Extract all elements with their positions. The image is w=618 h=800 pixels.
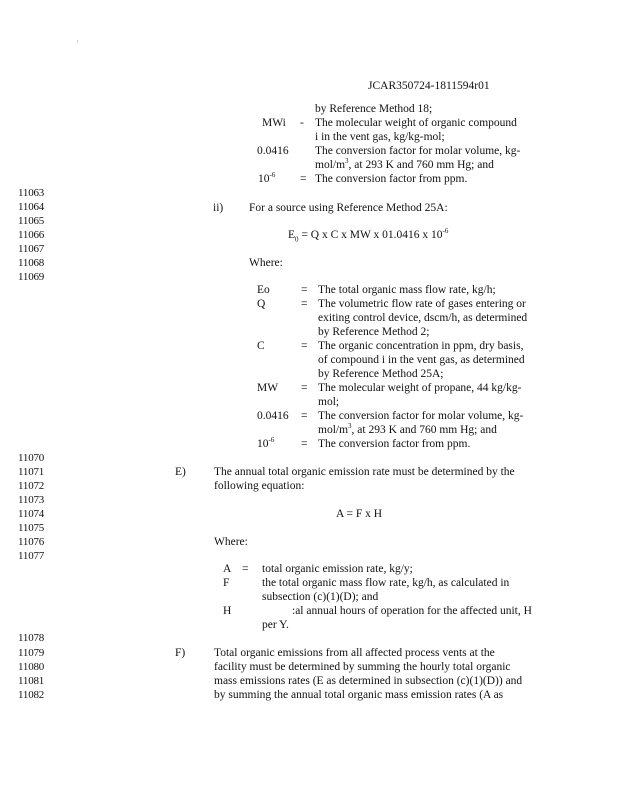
scan-mark: ' (77, 39, 79, 49)
definition-text: i in the vent gas, kg/kg-mol; (315, 131, 445, 143)
definition-symbol: $10^{-6}$ (257, 436, 275, 450)
definition-separator: - (300, 117, 304, 129)
definition-text: The volumetric flow rate of gases entering or (318, 298, 526, 310)
definition-symbol: Q (257, 298, 266, 310)
section-text: following equation: (214, 480, 305, 492)
document-id-header: JCAR350724-1811594r01 (368, 80, 490, 92)
definition-text: The total organic mass flow rate, kg/h; (318, 284, 496, 296)
definition-separator: = (301, 298, 308, 310)
line-number: 11076 (18, 536, 45, 548)
definition-symbol: C (257, 340, 265, 352)
line-number: 11079 (18, 647, 45, 659)
section-text: by summing the annual total organic mass emission rates (A as (214, 689, 504, 701)
line-number: 11075 (18, 522, 45, 534)
definition-symbol: MW (257, 382, 279, 394)
section-label: ii) (213, 202, 224, 214)
section-label: F) (175, 647, 186, 659)
section-text: facility must be determined by summing the hourly total organic (214, 661, 511, 673)
where-label: Where: (249, 257, 283, 269)
definition-separator: = (301, 284, 308, 296)
definition-separator: = (242, 563, 249, 575)
definition-text: exiting control device, dscm/h, as determined (318, 312, 528, 324)
definition-separator: = (301, 410, 308, 422)
line-number: 11066 (18, 229, 45, 241)
section-text: mass emissions rates (E as determined in subsection (c)(1)(D)) and (214, 675, 523, 687)
definition-symbol: 0.0416 (257, 410, 289, 422)
definition-text: The conversion factor for molar volume, kg- (315, 145, 521, 157)
definition-separator: = (301, 438, 308, 450)
definition-text: mol/$m^3$, at 293 K and 760 mm Hg; and (318, 422, 497, 436)
definition-text: of compound i in the vent gas, as determined (318, 354, 525, 366)
where-label: Where: (214, 536, 248, 548)
definition-symbol: Eo (257, 284, 270, 296)
definition-text: mol; (318, 396, 340, 408)
definition-text: The conversion factor from ppm. (315, 173, 468, 185)
definition-text: total organic emission rate, kg/y; (262, 563, 413, 575)
definition-text: mol/$m^3$, at 293 K and 760 mm Hg; and (315, 157, 494, 171)
line-number: 11078 (18, 632, 45, 644)
section-text: For a source using Reference Method 25A: (249, 202, 448, 214)
definition-symbol: 0.0416 (257, 145, 289, 157)
definition-text: by Reference Method 18; (315, 103, 433, 115)
equation: A = F x H (336, 508, 383, 520)
definition-separator: = (301, 340, 308, 352)
definition-text: The molecular weight of propane, 44 kg/kg- (318, 382, 522, 394)
line-number: 11074 (18, 508, 45, 520)
definition-text: The conversion factor from ppm. (318, 438, 471, 450)
line-number: 11067 (18, 243, 45, 255)
line-number: 11077 (18, 550, 45, 562)
definition-symbol: MWi (262, 117, 286, 129)
section-text: Total organic emissions from all affected process vents at the (214, 647, 495, 659)
section-text: The annual total organic emission rate must be determined by the (214, 466, 515, 478)
definition-text: The conversion factor for molar volume, kg- (318, 410, 524, 422)
line-number: 11071 (18, 466, 45, 478)
definition-text: per Y. (262, 619, 289, 631)
line-number: 11068 (18, 257, 45, 269)
definition-text: by Reference Method 25A; (318, 368, 444, 380)
line-number: 11072 (18, 480, 45, 492)
definition-text: The molecular weight of organic compound (315, 117, 517, 129)
line-number: 11080 (18, 661, 45, 673)
definition-text: The organic concentration in ppm, dry basis, (318, 340, 524, 352)
definition-symbol: $10^{-6}$ (258, 171, 276, 185)
definition-symbol: A (223, 563, 232, 575)
line-number: 11082 (18, 689, 45, 701)
definition-text: the total organic mass flow rate, kg/h, as calculated in (262, 577, 510, 589)
line-number: 11073 (18, 494, 45, 506)
line-number: 11070 (18, 452, 45, 464)
definition-text: subsection (c)(1)(D); and (262, 591, 379, 603)
definition-separator: = (301, 382, 308, 394)
equation: $E_0 = Q$ x C x MW x 01.0416 x $10^{-6}$ (288, 227, 449, 244)
line-number: 11069 (18, 271, 45, 283)
line-number: 11063 (18, 187, 45, 199)
line-number: 11064 (18, 201, 45, 213)
definition-separator: = (300, 173, 307, 185)
line-number: 11065 (18, 215, 45, 227)
definition-symbol: F (223, 577, 230, 589)
section-label: E) (175, 466, 186, 478)
definition-text: :al annual hours of operation for the affected unit, H (292, 605, 532, 617)
definition-text: by Reference Method 2; (318, 326, 430, 338)
line-number: 11081 (18, 675, 45, 687)
definition-symbol: H (223, 605, 232, 617)
